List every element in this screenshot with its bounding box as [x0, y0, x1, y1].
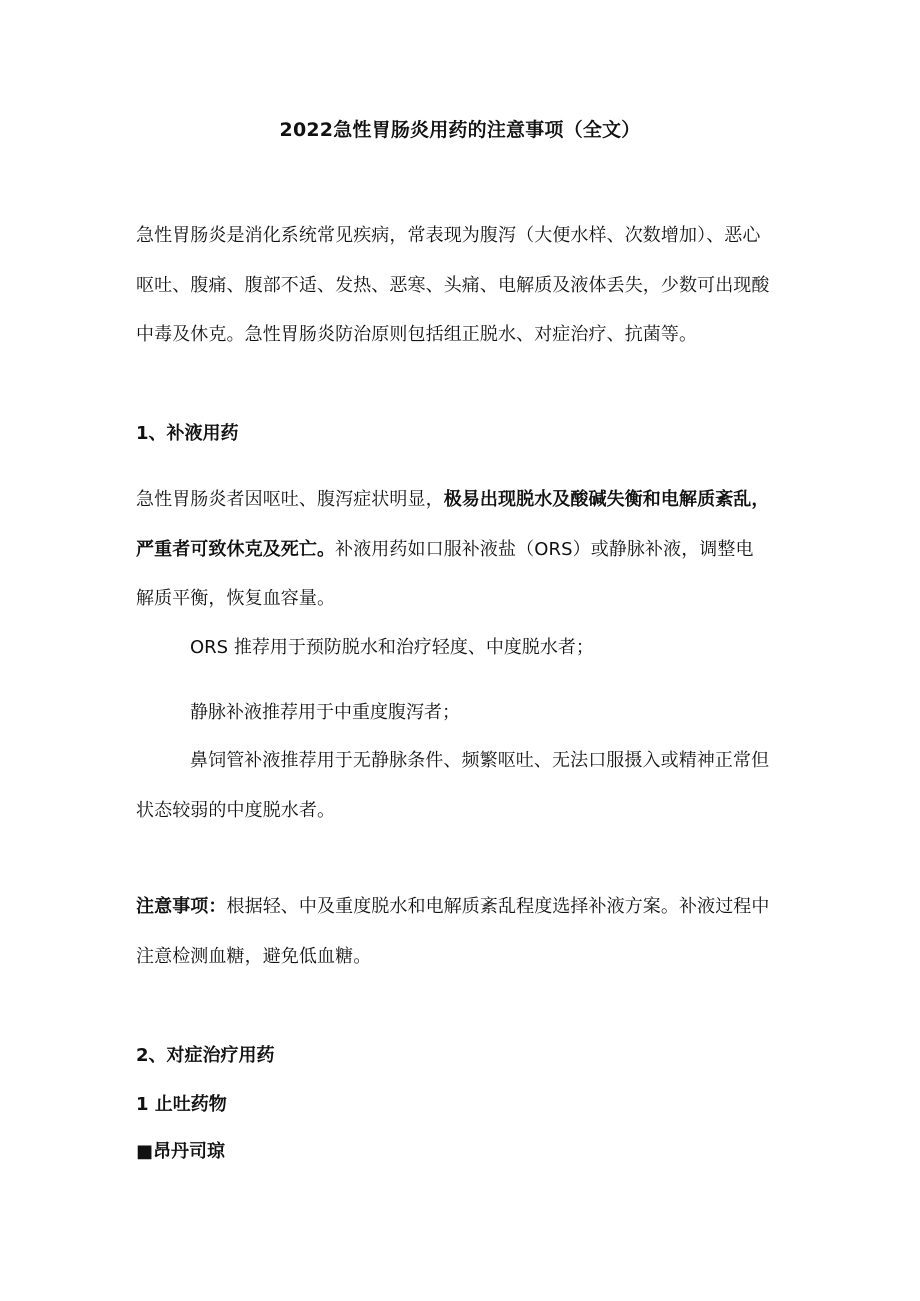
- ors-recommendation: ORS 推荐用于预防脱水和治疗轻度、中度脱水者；: [190, 637, 594, 658]
- nasal-line-1: 鼻饲管补液推荐用于无静脉条件、频繁呕吐、无法口服摄入或精神正常但: [190, 750, 770, 771]
- section-1-line-1-normal: 急性胃肠炎者因呕吐、腹泻症状明显，: [136, 489, 444, 510]
- section-1-heading: 1、补液用药: [136, 423, 239, 444]
- nasal-line-2: 状态较弱的中度脱水者。: [136, 799, 336, 821]
- note-paragraph: [136, 882, 792, 981]
- section-1-line-1: [136, 475, 792, 525]
- intro-line-2: 呕吐、腹痛、腹部不适、发热、恶寒、头痛、电解质及液体丢失，少数可出现酸: [136, 274, 770, 296]
- section-1-line-2-normal: 补液用药如口服补液盐（ORS）或静脉补液，调整电: [335, 538, 754, 560]
- note-line-1: [136, 882, 792, 932]
- drug-item-ondansetron: ■昂丹司琼: [136, 1141, 226, 1162]
- intro-paragraph: [136, 211, 792, 360]
- note-line-2: 注意检测血糖，避免低血糖。: [136, 945, 372, 967]
- document-title: 2022急性胃肠炎用药的注意事项（全文）: [279, 119, 641, 141]
- section-1-paragraph: [136, 475, 792, 624]
- section-1-line-3: 解质平衡，恢复血容量。: [136, 588, 336, 609]
- nasal-recommendation: [136, 736, 792, 835]
- iv-recommendation: 静脉补液推荐用于中重度腹泻者；: [190, 702, 460, 723]
- intro-line-1: 急性胃肠炎是消化系统常见疾病，常表现为腹泻（大便水样、次数增加）、恶心: [136, 225, 761, 246]
- note-label: 注意事项：: [136, 896, 227, 917]
- section-2-subheading: 1 止吐药物: [136, 1094, 227, 1115]
- section-1-line-1-bold: 极易出现脱水及酸碱失衡和电解质紊乱，: [443, 489, 770, 510]
- note-line-1-text: 根据轻、中及重度脱水和电解质紊乱程度选择补液方案。补液过程中: [226, 896, 770, 917]
- section-2-heading: 2、对症治疗用药: [136, 1045, 275, 1066]
- section-1-line-2-bold: 严重者可致休克及死亡。: [136, 538, 336, 560]
- intro-line-3: 中毒及休克。急性胃肠炎防治原则包括组正脱水、对症治疗、抗菌等。: [136, 324, 698, 345]
- section-1-line-2: [136, 525, 792, 575]
